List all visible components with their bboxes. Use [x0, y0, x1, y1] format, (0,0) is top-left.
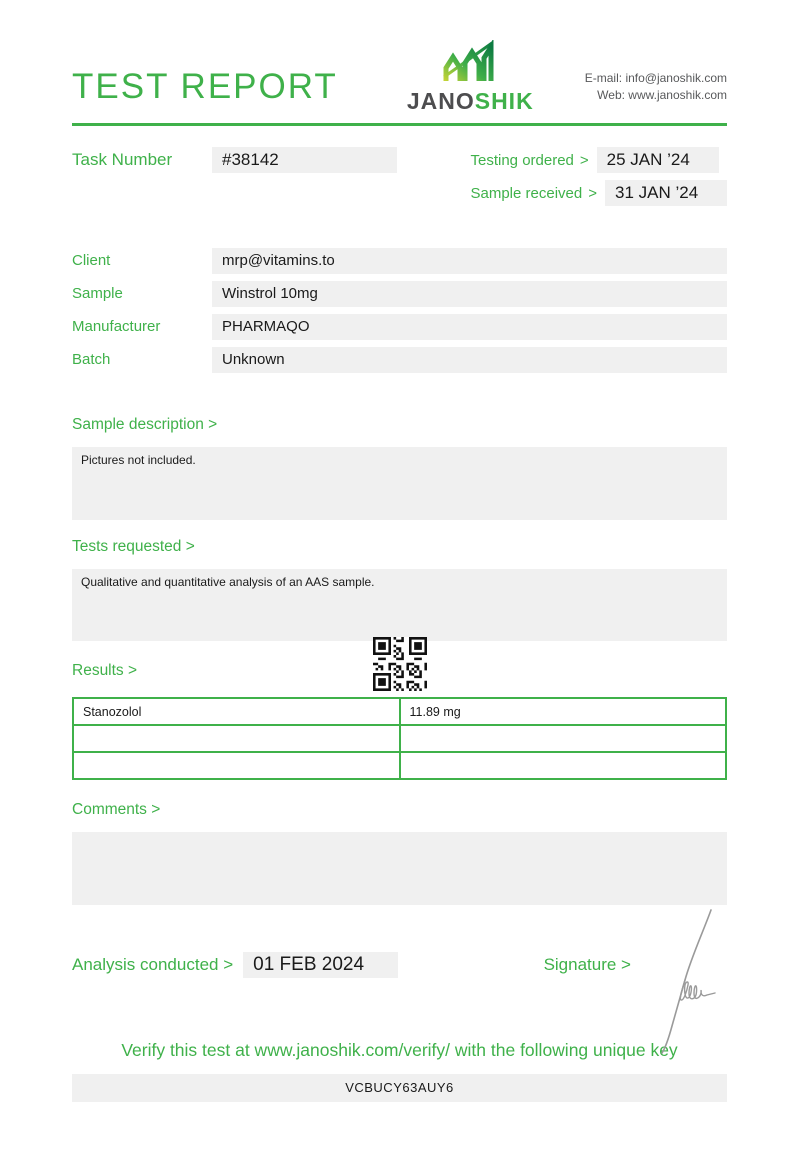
testing-ordered-row: [471, 147, 728, 173]
tests-requested-body: Qualitative and quantitative analysis of an AAS sample.: [72, 569, 727, 641]
header-divider: [72, 123, 727, 126]
substance-cell: Stanozolol: [73, 698, 400, 725]
client-value: mrp@vitamins.to: [212, 248, 727, 274]
substance-cell: [73, 725, 400, 752]
contact-info: [585, 70, 727, 123]
unique-key: VCBUCY63AUY6: [72, 1074, 727, 1102]
manufacturer-value: PHARMAQO: [212, 314, 727, 340]
header: [72, 40, 727, 123]
comments-section: [72, 800, 727, 905]
manufacturer-label: Manufacturer: [72, 318, 161, 335]
manufacturer-row: [72, 314, 727, 340]
sample-value: Winstrol 10mg: [212, 281, 727, 307]
batch-row: [72, 347, 727, 373]
logo-text-dark: JANO: [406, 88, 475, 114]
email-value: info@janoshik.com: [625, 71, 727, 85]
testing-ordered-arrow: >: [579, 151, 589, 169]
sample-row: [72, 281, 727, 307]
signature-label: Signature >: [543, 955, 631, 974]
analysis-date-value: 01 FEB 2024: [243, 952, 398, 978]
email-label: E-mail:: [584, 71, 623, 85]
logo-wordmark: [407, 88, 534, 115]
client-label: Client: [72, 252, 111, 269]
analysis-signature-row: [72, 952, 727, 978]
web-label: Web:: [597, 88, 625, 102]
qr-code: [373, 637, 427, 691]
verify-text: Verify this test at www.janoshik.com/verify/ with the following unique key: [121, 1040, 678, 1060]
sample-received-value: 31 JAN ’24: [605, 180, 727, 206]
web-value: www.janoshik.com: [628, 88, 727, 102]
results-heading: Results >: [72, 662, 138, 679]
sample-description-body: Pictures not included.: [72, 447, 727, 520]
sample-description-section: [72, 415, 727, 520]
task-section: [72, 147, 727, 206]
comments-heading: Comments >: [72, 801, 161, 818]
amount-cell: 11.89 mg: [400, 698, 727, 725]
sample-received-label: Sample received: [470, 184, 583, 202]
page-title: TEST REPORT: [72, 67, 338, 106]
client-row: [72, 248, 727, 274]
tests-requested-section: [72, 537, 727, 641]
testing-ordered-value: 25 JAN ’24: [597, 147, 719, 173]
email-line: [585, 70, 727, 87]
batch-label: Batch: [72, 351, 111, 368]
signature: [641, 952, 727, 978]
comments-body: [72, 832, 727, 905]
analysis-conducted-label: Analysis conducted >: [72, 955, 234, 974]
dates-block: [471, 147, 728, 206]
table-row: [73, 698, 726, 725]
amount-cell: [400, 752, 727, 779]
growth-chart-icon: [441, 40, 499, 87]
sample-description-heading: Sample description >: [72, 416, 218, 433]
table-row: [73, 752, 726, 779]
table-row: [73, 725, 726, 752]
results-table: [72, 697, 727, 780]
substance-cell: [73, 752, 400, 779]
task-number-label: Task Number: [72, 150, 173, 169]
sample-received-row: [471, 180, 728, 206]
sample-received-arrow: >: [588, 184, 597, 202]
tests-requested-heading: Tests requested >: [72, 538, 195, 555]
sample-label: Sample: [72, 285, 123, 302]
amount-cell: [400, 725, 727, 752]
web-line: [585, 87, 727, 104]
results-heading-row: [72, 649, 727, 693]
janoshik-logo: [407, 40, 534, 123]
batch-value: Unknown: [212, 347, 727, 373]
signature-scribble-icon: [641, 906, 727, 1056]
testing-ordered-label: Testing ordered: [470, 151, 574, 169]
sample-info-section: [72, 248, 727, 373]
task-number-value: #38142: [212, 147, 397, 173]
logo-text-green: SHIK: [474, 88, 534, 114]
